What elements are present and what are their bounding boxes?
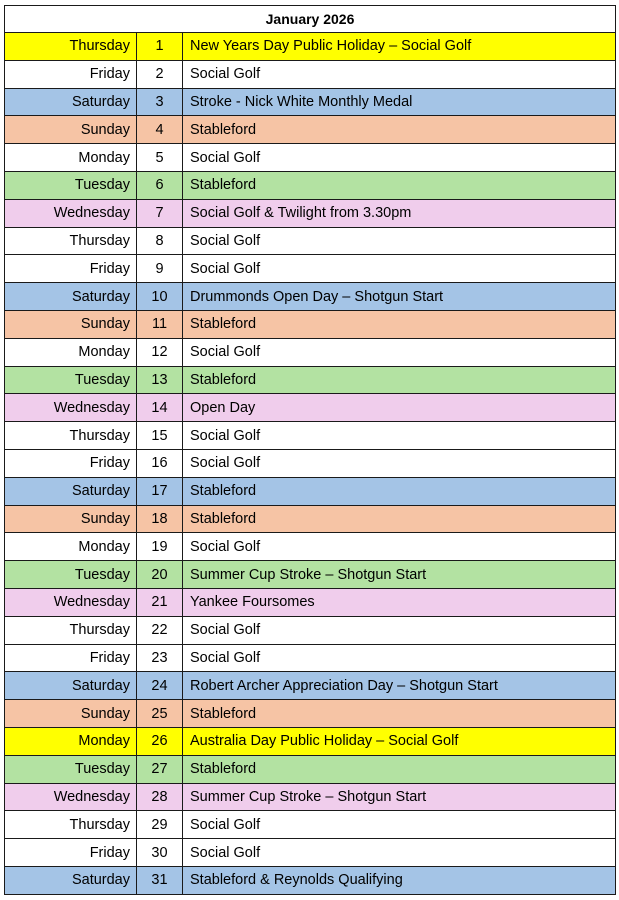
date-cell: 29 bbox=[137, 811, 183, 839]
calendar-row bbox=[5, 533, 616, 561]
calendar-row bbox=[5, 561, 616, 589]
event-cell: Social Golf bbox=[183, 227, 616, 255]
calendar-row bbox=[5, 477, 616, 505]
calendar-row bbox=[5, 422, 616, 450]
weekday-cell: Wednesday bbox=[5, 394, 137, 422]
event-cell: Stableford bbox=[183, 116, 616, 144]
weekday-cell: Monday bbox=[5, 533, 137, 561]
weekday-cell: Friday bbox=[5, 449, 137, 477]
date-cell: 11 bbox=[137, 310, 183, 338]
calendar-row bbox=[5, 283, 616, 311]
date-cell: 14 bbox=[137, 394, 183, 422]
date-cell: 10 bbox=[137, 283, 183, 311]
weekday-cell: Thursday bbox=[5, 422, 137, 450]
date-cell: 25 bbox=[137, 700, 183, 728]
event-cell: Stableford bbox=[183, 477, 616, 505]
calendar-row bbox=[5, 727, 616, 755]
weekday-cell: Tuesday bbox=[5, 171, 137, 199]
calendar-row bbox=[5, 338, 616, 366]
weekday-cell: Tuesday bbox=[5, 561, 137, 589]
event-cell: Stroke - Nick White Monthly Medal bbox=[183, 88, 616, 116]
date-cell: 27 bbox=[137, 755, 183, 783]
weekday-cell: Monday bbox=[5, 338, 137, 366]
date-cell: 13 bbox=[137, 366, 183, 394]
event-cell: Social Golf bbox=[183, 255, 616, 283]
calendar-row bbox=[5, 811, 616, 839]
event-cell: Social Golf bbox=[183, 616, 616, 644]
weekday-cell: Monday bbox=[5, 144, 137, 172]
event-cell: Robert Archer Appreciation Day – Shotgun Start bbox=[183, 672, 616, 700]
weekday-cell: Saturday bbox=[5, 672, 137, 700]
event-cell: Social Golf bbox=[183, 811, 616, 839]
event-cell: Social Golf bbox=[183, 144, 616, 172]
calendar-row bbox=[5, 394, 616, 422]
calendar-row bbox=[5, 88, 616, 116]
date-cell: 20 bbox=[137, 561, 183, 589]
event-cell: Stableford bbox=[183, 700, 616, 728]
weekday-cell: Saturday bbox=[5, 477, 137, 505]
weekday-cell: Thursday bbox=[5, 33, 137, 61]
event-cell: Open Day bbox=[183, 394, 616, 422]
calendar-row bbox=[5, 116, 616, 144]
calendar-row bbox=[5, 672, 616, 700]
event-cell: Social Golf bbox=[183, 644, 616, 672]
event-cell: Social Golf bbox=[183, 422, 616, 450]
event-cell: Social Golf bbox=[183, 338, 616, 366]
weekday-cell: Wednesday bbox=[5, 199, 137, 227]
weekday-cell: Thursday bbox=[5, 616, 137, 644]
date-cell: 2 bbox=[137, 60, 183, 88]
date-cell: 8 bbox=[137, 227, 183, 255]
event-cell: Summer Cup Stroke – Shotgun Start bbox=[183, 783, 616, 811]
calendar-row bbox=[5, 33, 616, 61]
event-cell: Summer Cup Stroke – Shotgun Start bbox=[183, 561, 616, 589]
weekday-cell: Friday bbox=[5, 60, 137, 88]
calendar-header-row bbox=[5, 6, 616, 33]
weekday-cell: Friday bbox=[5, 644, 137, 672]
date-cell: 16 bbox=[137, 449, 183, 477]
date-cell: 19 bbox=[137, 533, 183, 561]
event-cell: Drummonds Open Day – Shotgun Start bbox=[183, 283, 616, 311]
date-cell: 26 bbox=[137, 727, 183, 755]
date-cell: 17 bbox=[137, 477, 183, 505]
date-cell: 23 bbox=[137, 644, 183, 672]
calendar-row bbox=[5, 505, 616, 533]
calendar-row bbox=[5, 616, 616, 644]
date-cell: 4 bbox=[137, 116, 183, 144]
event-cell: Stableford & Reynolds Qualifying bbox=[183, 866, 616, 894]
calendar-row bbox=[5, 310, 616, 338]
calendar-title: January 2026 bbox=[5, 6, 616, 33]
date-cell: 22 bbox=[137, 616, 183, 644]
weekday-cell: Thursday bbox=[5, 227, 137, 255]
calendar-row bbox=[5, 588, 616, 616]
date-cell: 12 bbox=[137, 338, 183, 366]
weekday-cell: Friday bbox=[5, 255, 137, 283]
weekday-cell: Friday bbox=[5, 839, 137, 867]
date-cell: 15 bbox=[137, 422, 183, 450]
event-cell: Social Golf & Twilight from 3.30pm bbox=[183, 199, 616, 227]
event-cell: Stableford bbox=[183, 755, 616, 783]
weekday-cell: Sunday bbox=[5, 310, 137, 338]
weekday-cell: Tuesday bbox=[5, 366, 137, 394]
event-cell: Social Golf bbox=[183, 533, 616, 561]
calendar-row bbox=[5, 60, 616, 88]
event-cell: Stableford bbox=[183, 310, 616, 338]
event-cell: Stableford bbox=[183, 171, 616, 199]
date-cell: 1 bbox=[137, 33, 183, 61]
calendar-row bbox=[5, 366, 616, 394]
calendar-table bbox=[4, 5, 616, 895]
weekday-cell: Saturday bbox=[5, 88, 137, 116]
calendar-row bbox=[5, 449, 616, 477]
date-cell: 28 bbox=[137, 783, 183, 811]
event-cell: Social Golf bbox=[183, 449, 616, 477]
weekday-cell: Sunday bbox=[5, 505, 137, 533]
event-cell: Stableford bbox=[183, 505, 616, 533]
weekday-cell: Thursday bbox=[5, 811, 137, 839]
date-cell: 18 bbox=[137, 505, 183, 533]
weekday-cell: Sunday bbox=[5, 116, 137, 144]
calendar-row bbox=[5, 839, 616, 867]
event-cell: Social Golf bbox=[183, 839, 616, 867]
date-cell: 3 bbox=[137, 88, 183, 116]
date-cell: 30 bbox=[137, 839, 183, 867]
calendar-row bbox=[5, 755, 616, 783]
event-cell: Stableford bbox=[183, 366, 616, 394]
event-cell: New Years Day Public Holiday – Social Golf bbox=[183, 33, 616, 61]
weekday-cell: Saturday bbox=[5, 866, 137, 894]
weekday-cell: Monday bbox=[5, 727, 137, 755]
event-cell: Yankee Foursomes bbox=[183, 588, 616, 616]
calendar-row bbox=[5, 144, 616, 172]
date-cell: 24 bbox=[137, 672, 183, 700]
calendar-row bbox=[5, 644, 616, 672]
weekday-cell: Wednesday bbox=[5, 588, 137, 616]
weekday-cell: Tuesday bbox=[5, 755, 137, 783]
calendar-row bbox=[5, 783, 616, 811]
date-cell: 31 bbox=[137, 866, 183, 894]
event-cell: Australia Day Public Holiday – Social Golf bbox=[183, 727, 616, 755]
weekday-cell: Wednesday bbox=[5, 783, 137, 811]
weekday-cell: Sunday bbox=[5, 700, 137, 728]
date-cell: 5 bbox=[137, 144, 183, 172]
date-cell: 21 bbox=[137, 588, 183, 616]
calendar-row bbox=[5, 866, 616, 894]
calendar-body bbox=[5, 33, 616, 895]
date-cell: 6 bbox=[137, 171, 183, 199]
weekday-cell: Saturday bbox=[5, 283, 137, 311]
date-cell: 7 bbox=[137, 199, 183, 227]
calendar-row bbox=[5, 700, 616, 728]
date-cell: 9 bbox=[137, 255, 183, 283]
calendar-row bbox=[5, 255, 616, 283]
event-cell: Social Golf bbox=[183, 60, 616, 88]
calendar-row bbox=[5, 171, 616, 199]
calendar-row bbox=[5, 227, 616, 255]
calendar-row bbox=[5, 199, 616, 227]
